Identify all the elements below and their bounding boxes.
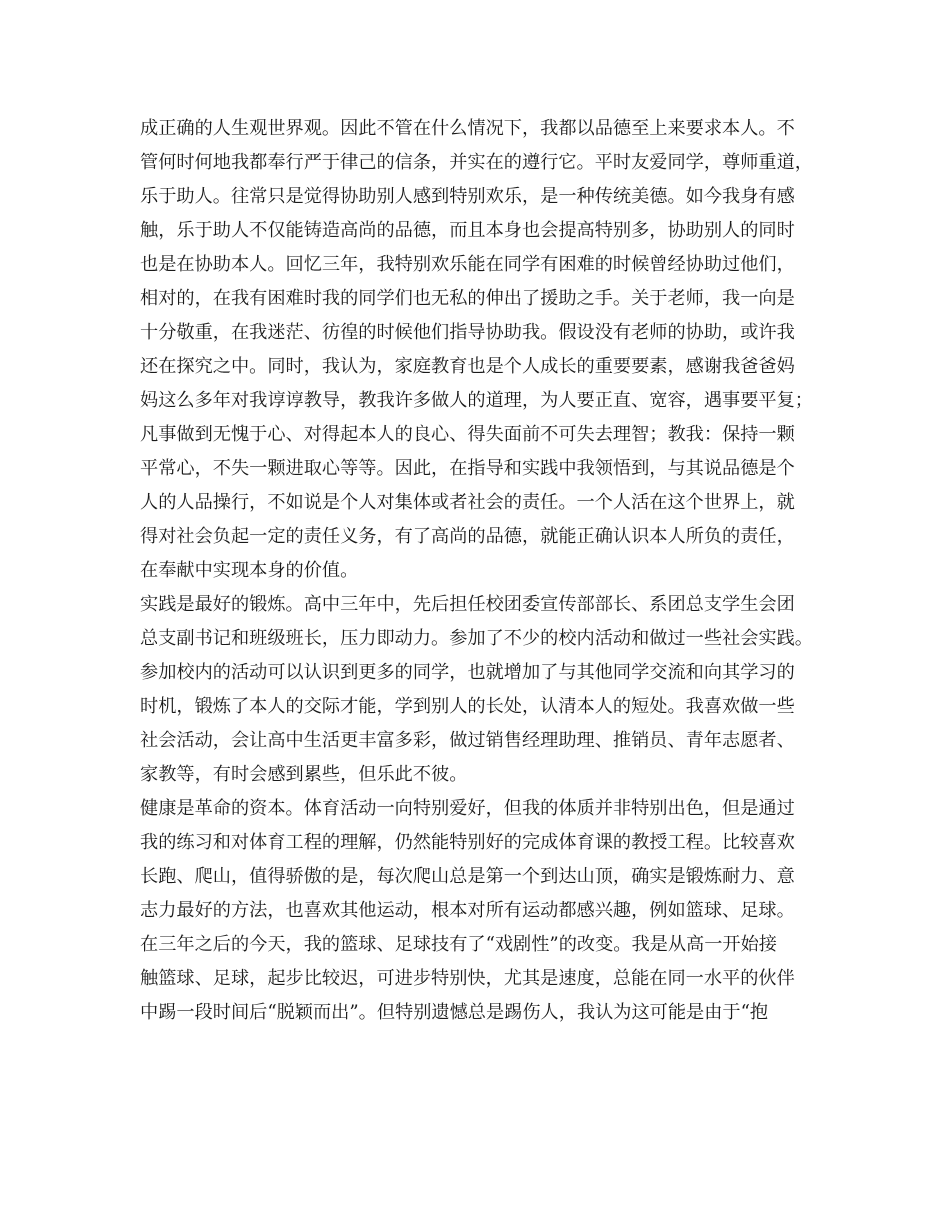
text-line: 在三年之后的今天，我的篮球、足球技有了“戏剧性”的改变。我是从高一开始接 bbox=[140, 934, 777, 955]
text-line: 长跑、爬山，值得骄傲的是，每次爬山总是第一个到达山顶，确实是锻炼耐力、意 bbox=[140, 866, 795, 887]
text-line: 参加校内的活动可以认识到更多的同学，也就增加了与其他同学交流和向其学习的 bbox=[140, 662, 795, 683]
text-line: 家教等，有时会感到累些，但乐此不彼。 bbox=[140, 764, 468, 785]
text-line: 平常心，不失一颗进取心等等。因此，在指导和实践中我领悟到，与其说品德是个 bbox=[140, 458, 795, 479]
text-line: 志力最好的方法，也喜欢其他运动，根本对所有运动都感兴趣，例如篮球、足球。 bbox=[140, 900, 795, 921]
text-line: 成正确的人生观世界观。因此不管在什么情况下，我都以品德至上来要求本人。不 bbox=[140, 118, 795, 139]
text-line: 得对社会负起一定的责任义务，有了高尚的品德，就能正确认识本人所负的责任， bbox=[140, 526, 795, 547]
text-line: 管何时何地我都奉行严于律己的信条，并实在的遵行它。平时友爱同学，尊师重道， bbox=[140, 152, 813, 173]
text-line: 社会活动，会让高中生活更丰富多彩，做过销售经理助理、推销员、青年志愿者、 bbox=[140, 730, 795, 751]
text-line: 凡事做到无愧于心、对得起本人的良心、得失面前不可失去理智；教我：保持一颗 bbox=[140, 424, 795, 445]
body-text bbox=[140, 112, 830, 1030]
text-line: 我的练习和对体育工程的理解，仍然能特别好的完成体育课的教授工程。比较喜欢 bbox=[140, 832, 795, 853]
text-line: 健康是革命的资本。体育活动一向特别爱好，但我的体质并非特别出色，但是通过 bbox=[140, 798, 795, 819]
text-line: 实践是最好的锻炼。高中三年中，先后担任校团委宣传部部长、系团总支学生会团 bbox=[140, 594, 795, 615]
text-line: 妈这么多年对我谆谆教导，教我许多做人的道理，为人要正直、宽容，遇事要平复； bbox=[140, 390, 813, 411]
text-line: 十分敬重，在我迷茫、彷徨的时候他们指导协助我。假设没有老师的协助，或许我 bbox=[140, 322, 795, 343]
text-line: 时机，锻炼了本人的交际才能，学到别人的长处，认清本人的短处。我喜欢做一些 bbox=[140, 696, 795, 717]
text-line: 触篮球、足球，起步比较迟，可进步特别快，尤其是速度，总能在同一水平的伙伴 bbox=[140, 968, 795, 989]
text-line: 中踢一段时间后“脱颖而出”。但特别遗憾总是踢伤人，我认为这可能是由于“抱 bbox=[140, 1002, 769, 1023]
text-line: 还在探究之中。同时，我认为，家庭教育也是个人成长的重要要素，感谢我爸爸妈 bbox=[140, 356, 795, 377]
text-line: 也是在协助本人。回忆三年，我特别欢乐能在同学有困难的时候曾经协助过他们， bbox=[140, 254, 795, 275]
text-line: 触，乐于助人不仅能铸造高尚的品德，而且本身也会提高特别多，协助别人的同时 bbox=[140, 220, 795, 241]
text-line: 总支副书记和班级班长，压力即动力。参加了不少的校内活动和做过一些社会实践。 bbox=[140, 628, 813, 649]
text-line: 人的人品操行，不如说是个人对集体或者社会的责任。一个人活在这个世界上，就 bbox=[140, 492, 795, 513]
text-line: 相对的，在我有困难时我的同学们也无私的伸出了援助之手。关于老师，我一向是 bbox=[140, 288, 795, 309]
text-line: 乐于助人。往常只是觉得协助别人感到特别欢乐，是一种传统美德。如今我身有感 bbox=[140, 186, 795, 207]
text-line: 在奉献中实现本身的价值。 bbox=[140, 560, 359, 581]
